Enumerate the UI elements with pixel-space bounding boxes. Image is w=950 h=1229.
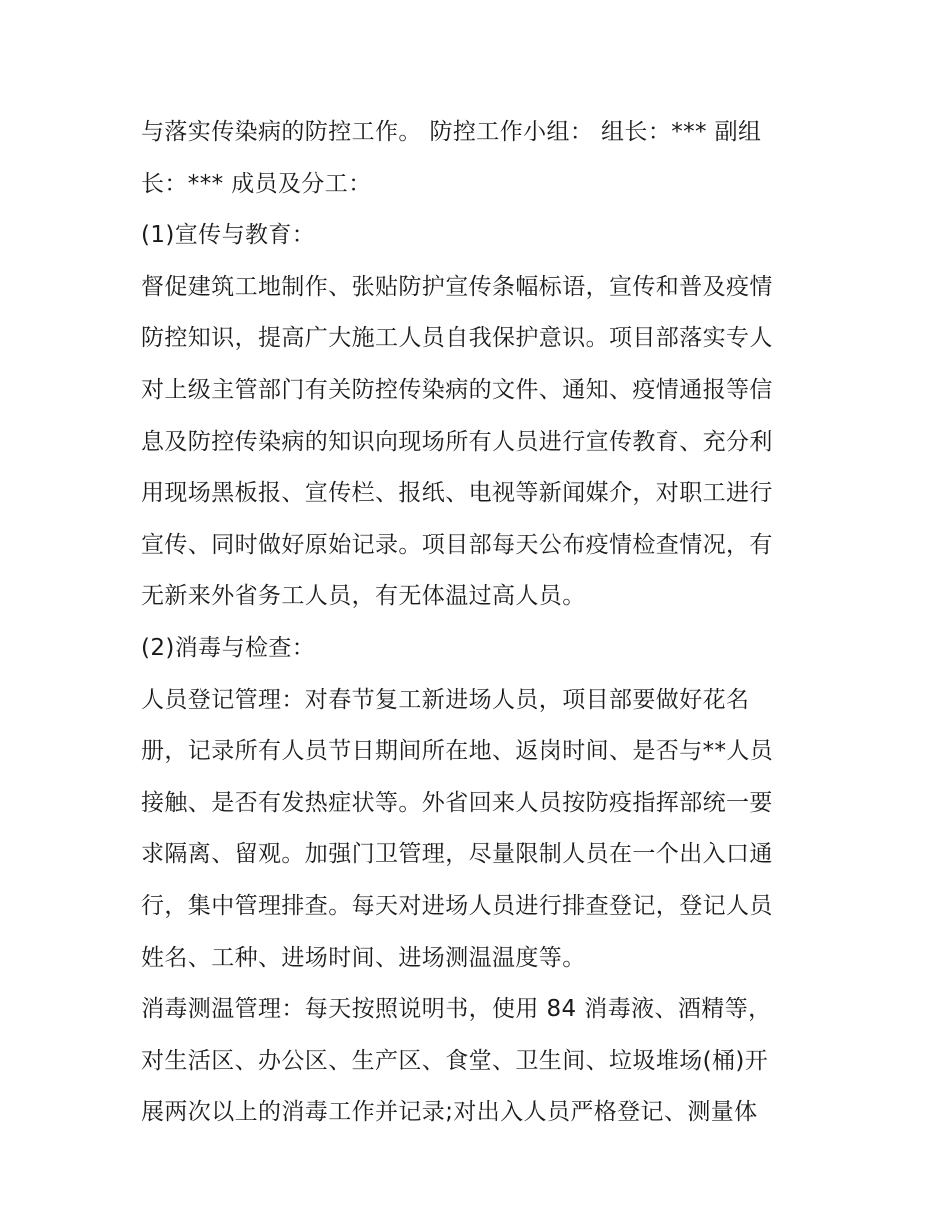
text-line: 息及防控传染病的知识向现场所有人员进行宣传教育、充分利 [141,428,773,455]
text-line: 防控知识，提高广大施工人员自我保护意识。项目部落实专人 [141,325,773,352]
text-line: 消毒测温管理：每天按照说明书，使用 84 消毒液、酒精等， [141,996,772,1023]
text-line: 人员登记管理：对春节复工新进场人员，项目部要做好花名 [141,686,750,713]
text-line: 对上级主管部门有关防控传染病的文件、通知、疫情通报等信 [141,376,773,403]
section-heading: (1)宣传与教育： [141,222,316,249]
text-line: 行，集中管理排查。每天对进场人员进行排查登记，登记人员 [141,892,773,919]
text-line: 展两次以上的消毒工作并记录;对出入人员严格登记、测量体 [141,1099,758,1126]
section-heading: (2)消毒与检查： [141,634,316,661]
text-line: 姓名、工种、进场时间、进场测温温度等。 [141,944,586,971]
text-line: 长：*** 成员及分工： [141,170,372,197]
text-line: 对生活区、办公区、生产区、食堂、卫生间、垃圾堆场(桶)开 [141,1047,769,1074]
text-line: 接触、是否有发热症状等。外省回来人员按防疫指挥部统一要 [141,789,773,816]
text-line: 宣传、同时做好原始记录。项目部每天公布疫情检查情况，有 [141,531,773,558]
text-line: 册，记录所有人员节日期间所在地、返岗时间、是否与**人员 [141,738,774,765]
text-line: 无新来外省务工人员，有无体温过高人员。 [141,583,586,610]
text-line: 用现场黑板报、宣传栏、报纸、电视等新闻媒介，对职工进行 [141,480,773,507]
document-body [141,107,821,1139]
text-line: 督促建筑工地制作、张贴防护宣传条幅标语，宣传和普及疫情 [141,273,773,300]
text-line: 与落实传染病的防控工作。 防控工作小组： 组长：*** 副组 [141,119,762,145]
text-line: 求隔离、留观。加强门卫管理，尽量限制人员在一个出入口通 [141,841,773,868]
